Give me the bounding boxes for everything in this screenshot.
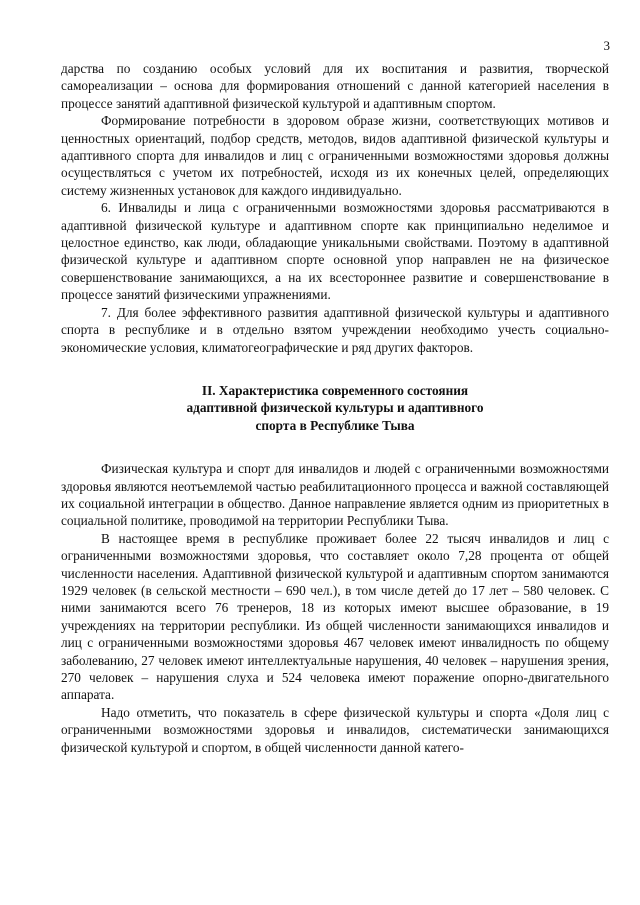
paragraph-continuation: дарства по созданию особых условий для их воспитания и развития, творческой самореализации – основа для формирования отношений с данной категорией населения в процессе занятий адаптивной физической культурой и адаптивным спортом. xyxy=(61,61,609,111)
document-body xyxy=(61,60,609,756)
section-heading-line-1: II. Характеристика современного состояния xyxy=(201,382,469,398)
paragraph-item-7: 7. Для более эффективного развития адаптивной физической культуры и адаптивного спорта в республике и в отдельно взятом учреждении необходимо учесть социально-экономические условия, климатогеографические и ряд других факторов. xyxy=(61,304,609,355)
paragraph-physical-culture: Физическая культура и спорт для инвалидов и людей с ограниченными возможностями здоровья являются неотъемлемой частью реабилитационного процесса и важной составляющей их социальной интеграции в общество. Данное направление является одним из приоритетных в социальной политике, проводимой на территории Республики Тыва. xyxy=(61,461,609,529)
paragraph-statistics: В настоящее время в республике проживает более 22 тысяч инвалидов и лиц с ограниченными возможностями здоровья, что составляет около 7,28 процента от общей численности населения. Адаптивной физической культурой и адаптивным спортом занимаются 1929 человек (в сельской местности – 690 чел.), в том числе детей до 17 лет – 580 человек. С ними занимаются всего 76 тренеров, 18 из которых имеют высшее образование, в 19 учреждениях на территории республики. Из общей численности занимающихся инвалидов и лиц с ограниченными возможностями здоровья 467 человек имеют инвалидность по общему заболеванию, 27 человек имеют интеллектуальные нарушения, 40 человек – нарушения зрения, 270 человек – нарушения слуха и 524 человека имеют поражение опорно-двигательного аппарата. xyxy=(61,530,609,703)
section-heading-line-3: спорта в Республике Тыва xyxy=(255,417,415,433)
section-heading-line-2: адаптивной физической культуры и адаптивного xyxy=(186,400,484,416)
paragraph-item-6: 6. Инвалиды и лица с ограниченными возможностями здоровья рассматриваются в адаптивной физической культуре и адаптивном спорте как принципиально неделимое и целостное единство, как люди, обладающие уникальными свойствами. Поэтому в адаптивной физической культуре и адаптивном спорте основной упор направлен не на физическое совершенствование занимающихся, а на их всестороннее развитие и совершенствование в процессе занятий физическими упражнениями. xyxy=(61,200,609,303)
paragraph-needs-formation: Формирование потребности в здоровом образе жизни, соответствующих мотивов и ценностных ориентаций, подбор средств, методов, видов адаптивной физической культуры и адаптивного спорта для инвалидов и лиц с ограниченными возможностями здоровья должны осуществляться с учетом их потребностей, исходя из их конечных целей, определяющих систему жизненных установок для каждого индивидуально. xyxy=(61,113,609,198)
page-number: 3 xyxy=(603,38,610,53)
section-heading xyxy=(61,382,609,434)
paragraph-indicator: Надо отметить, что показатель в сфере физической культуры и спорта «Доля лиц с ограниченными возможностями здоровья и инвалидов, систематически занимающихся физической культурой и спортом, в общей численности данной катего- xyxy=(61,704,609,755)
